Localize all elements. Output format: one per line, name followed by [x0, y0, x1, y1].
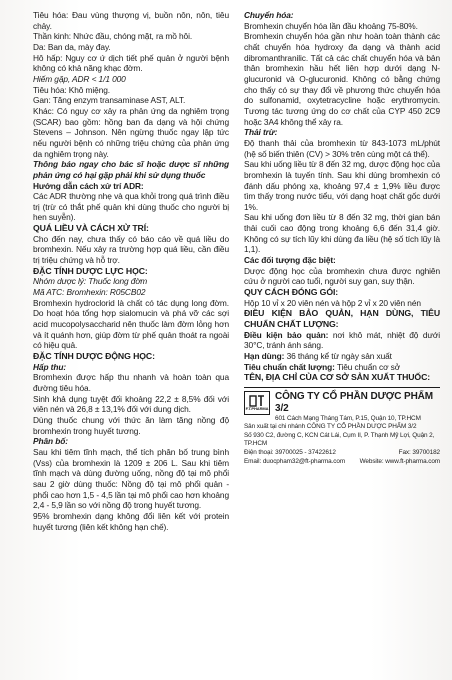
rare-adr-digestive: Tiêu hóa: Khô miệng.	[33, 84, 111, 95]
company-website: Website: www.ft-pharma.com	[359, 457, 440, 465]
elimination-text-1: Độ thanh thải của bromhexin từ 843-1073 mL/phút (hệ số biến thiên (CV) > 30% trên cùng một cá thể).	[244, 137, 440, 159]
adr-handling-heading: Hướng dẫn cách xử trí ADR:	[33, 180, 144, 191]
pharmacodynamics-text: Bromhexin hydroclorid là chất có tác dụng long đờm. Do hoạt hóa tổng hợp sialomucin và phá vỡ các sợi acid mucopolysaccharid nên thuốc làm đờm lỏng hơn và ít quánh hơn, giúp đờm từ phế quản thoát ra ngoài có hiệu quả.	[33, 297, 229, 351]
absorption-heading: Hấp thu:	[33, 361, 67, 372]
adr-respiratory: Hô hấp: Nguy cơ ứ dịch tiết phế quản ở người bệnh không có khả năng khạc đờm.	[33, 52, 229, 74]
overdose-text: Cho đến nay, chưa thấy có báo cáo về quá liều do bromhexin. Nếu xảy ra trường hợp quá liều, cần điều trị triệu chứng và hỗ trợ.	[33, 233, 229, 266]
absorption-text-3: Dùng thuốc chung với thức ăn làm tăng nồng độ bromhexin trong huyết tương.	[33, 414, 229, 436]
storage-heading: ĐIỀU KIỆN BẢO QUẢN, HẠN DÙNG, TIÊU CHUẨN CHẤT LƯỢNG:	[244, 308, 440, 330]
adr-nervous: Thần kinh: Nhức đầu, chóng mặt, ra mồ hôi.	[33, 31, 193, 42]
pharmacokinetics-heading: ĐẶC TÍNH DƯỢC ĐỘNG HỌC:	[33, 351, 155, 361]
company-name: CÔNG TY CỔ PHẦN DƯỢC PHẨM 3/2	[275, 390, 434, 414]
metabolism-heading: Chuyển hóa:	[244, 10, 294, 20]
company-info	[275, 391, 440, 423]
atc-code: Mã ATC: Bromhexin: R05CB02	[33, 287, 146, 298]
pharmacodynamics-heading: ĐẶC TÍNH DƯỢC LỰC HỌC:	[33, 265, 148, 276]
company-logo	[244, 391, 270, 415]
left-column	[33, 10, 229, 532]
metabolism-text-2: Bromhexin chuyển hóa gần như hoàn toàn thành các chất chuyển hóa hydroxy đa dạng và thành acid dibromanthranilic. Tất cả các chất chuyển hóa và bản thân bromhexin hầu hết liên hợp dưới dạng N-glucuronid và O-glucuronid. Không có bằng chứng cho thấy có sự thay đổi về phương thức chuyển hóa do sulfonamid, oxytetracycline hoặc erythromycin. Tương tác tương ứng do cơ chất của CYP 450 2C9 hoặc 3A4 không thể xảy ra.	[244, 31, 440, 127]
rare-adr-other: Khác: Có nguy cơ xảy ra phản ứng da nghiêm trọng (SCAR) bao gồm: hồng ban đa dạng và hội chứng Stevens – Johnson. Nên ngừng thuốc ngay lập tức nếu người bệnh có những triệu chứng của phản ứng da nghiêm trọng này.	[33, 105, 229, 159]
distribution-text-1: Sau khi tiêm tĩnh mạch, thể tích phân bố trung bình (Vss) của bromhexin là 1209 ± 206 L. Sau khi tiêm tĩnh mạch và dùng đường uống, nồng độ tại mô phổi sau 2 giờ dùng thuốc: Nồng độ tại mô phổi quản - phổi cao hơn 1,5 - 4,5 lần tại mô phổi cao hơn khoảng 2,4 - 5,9 lần so với nồng độ trong huyết tương.	[33, 446, 229, 511]
packaging-heading: QUY CÁCH ĐÓNG GÓI:	[244, 287, 339, 298]
absorption-text-1: Bromhexin được hấp thu nhanh và hoàn toàn qua đường tiêu hóa.	[33, 372, 229, 393]
right-column	[244, 10, 440, 466]
storage-label: Điều kiện bảo quản:	[244, 329, 329, 340]
manufacturer-heading: TÊN, ĐỊA CHỈ CỦA CƠ SỞ SẢN XUẤT THUỐC:	[244, 372, 431, 383]
elimination-heading: Thải trừ:	[244, 127, 278, 138]
logo-caption: F.T.PHARMA	[245, 405, 269, 411]
pharmacologic-group: Nhóm dược lý: Thuốc long đờm	[33, 276, 148, 287]
distribution-text-2: 95% bromhexin dạng không đổi liên kết với protein huyết tương (liên kết không hạn chế).	[33, 510, 229, 532]
elimination-text-2: Sau khi uống liều từ 8 đến 32 mg, dược động học của bromhexin là tuyến tính. Sau khi dùng bromhexin có đánh dấu phóng xạ, khoảng 97,4 ± 1,9% liều được tìm thấy trong nước tiểu, với dạng hoạt chất gốc dưới 1%.	[244, 159, 440, 212]
company-address: 601 Cách Mạng Tháng Tám, P.15, Quận 10, TP.HCM	[275, 414, 421, 422]
company-header	[244, 391, 440, 423]
rare-adr-heading: Hiếm gặp, ADR < 1/1 000	[33, 73, 126, 84]
adr-report-notice: Thông báo ngay cho bác sĩ hoặc dược sĩ những phản ứng có hại gặp phải khi sử dụng thuốc	[33, 159, 229, 180]
adr-handling-text: Các ADR thường nhẹ và qua khỏi trong quá trình điều trị (trừ có thắt phế quản khi dùng thuốc cho người bị hen suyễn).	[33, 191, 229, 223]
special-populations-text: Dược động học của bromhexin chưa được nghiên cứu ở người cao tuổi, người suy gan, suy thận.	[244, 265, 440, 287]
distribution-heading: Phân bố:	[33, 436, 68, 447]
elimination-text-3: Sau khi uống đơn liều từ 8 đến 32 mg, thời gian bán thải cuối cao động trong khoảng 6,6 đến 31,4 giờ. Không có sự tích lũy khi dùng đa liều (hệ số tích lũy là 1,1).	[244, 212, 440, 255]
plant-label: Sản xuất tại chi nhánh CÔNG TY CỔ PHẦN DƯỢC PHẨM 3/2	[244, 423, 417, 431]
online-row	[244, 458, 440, 467]
shelf-life-label: Hạn dùng:	[244, 351, 285, 361]
packaging-text: Hộp 10 vỉ x 20 viên nén và hộp 2 vỉ x 20 viên nén	[244, 297, 421, 308]
quality-standard	[244, 362, 440, 373]
plant-address: Số 930 C2, đường C, KCN Cát Lái, Cụm II, P. Thạnh Mỹ Lợi, Quận 2, TP.HCM	[244, 431, 435, 448]
rare-adr-liver: Gan: Tăng enzym transaminase AST, ALT.	[33, 95, 186, 106]
storage-value: nơi khô mát, nhiệt độ dưới 30°C, tránh ánh sáng.	[244, 329, 441, 351]
company-fax: Fax: 39700182	[398, 448, 440, 456]
company-phone: Điện thoại: 39700025 - 37422612	[244, 448, 336, 456]
storage-conditions	[244, 330, 440, 351]
quality-standard-value: Tiêu chuẩn cơ sở	[334, 361, 401, 372]
special-populations-heading: Các đối tượng đặc biệt:	[244, 255, 336, 266]
absorption-text-2: Sinh khả dụng tuyệt đối khoảng 22,2 ± 8,5% đối với viên nén và 26,8 ± 13,1% đối với dung dịch.	[33, 393, 229, 415]
company-email: Email: duocpham32@ft-pharma.com	[244, 457, 346, 465]
adr-digestive: Tiêu hóa: Đau vùng thượng vị, buồn nôn, nôn, tiêu chảy.	[33, 10, 229, 31]
metabolism-text-1: Bromhexin chuyển hóa lần đầu khoảng 75-80%.	[244, 20, 418, 31]
adr-skin: Da: Ban da, mày đay.	[33, 41, 111, 52]
contact-row	[244, 449, 440, 458]
shelf-life	[244, 351, 440, 362]
shelf-life-value: 36 tháng kể từ ngày sản xuất	[284, 351, 392, 361]
manufacturer-block	[244, 387, 440, 466]
quality-standard-label: Tiêu chuẩn chất lượng:	[244, 361, 335, 372]
overdose-heading: QUÁ LIỀU VÀ CÁCH XỬ TRÍ:	[33, 223, 149, 234]
